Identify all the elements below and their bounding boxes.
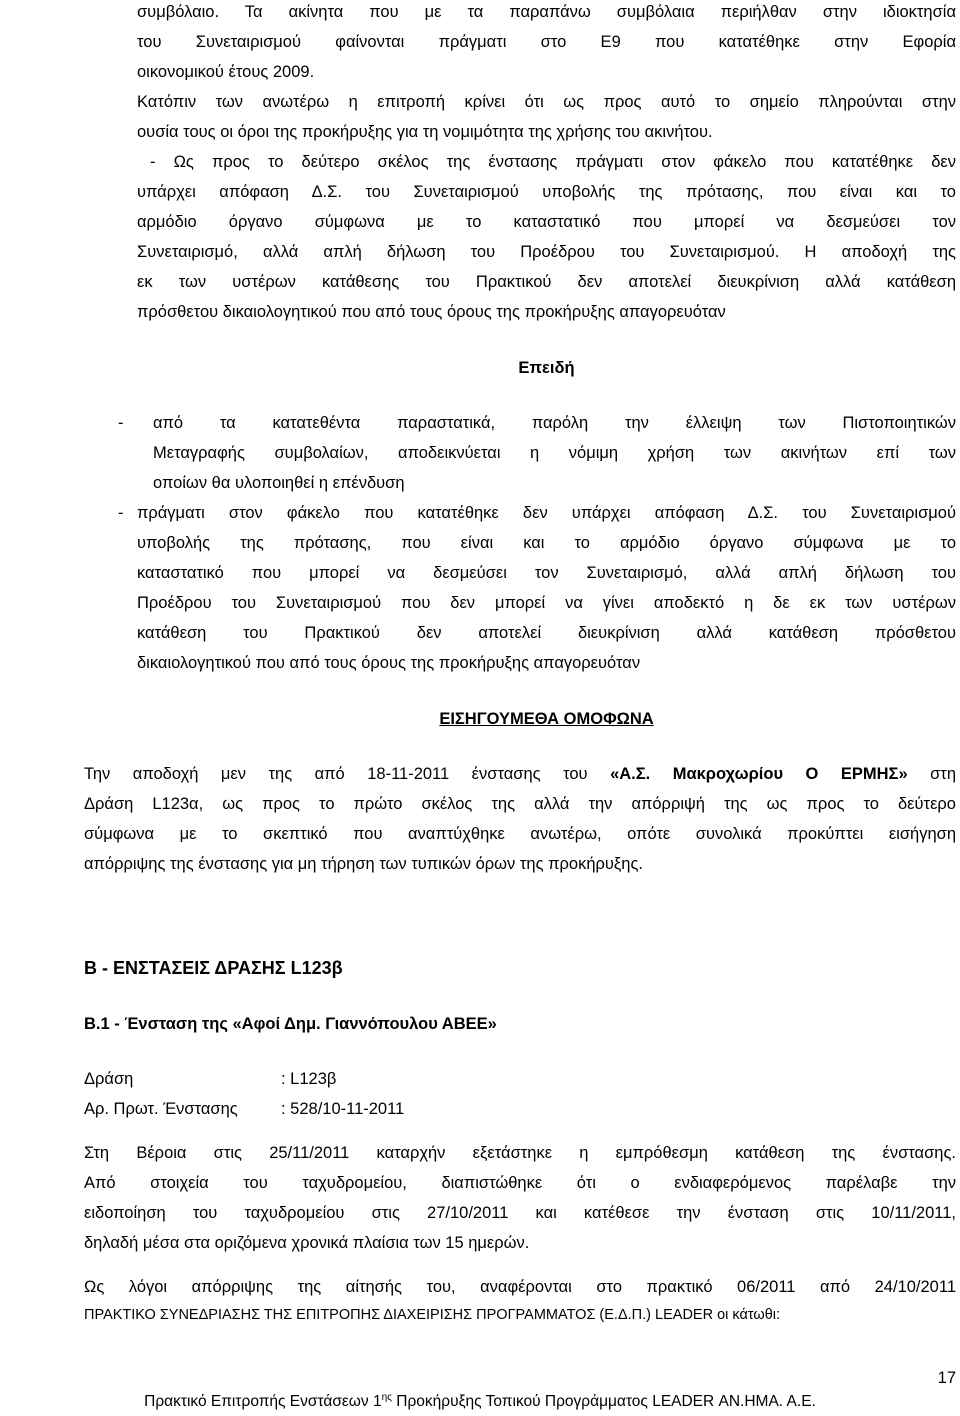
bullet-marker: - bbox=[118, 504, 124, 522]
text-run: στη bbox=[907, 765, 956, 783]
page-number: 17 bbox=[937, 1369, 956, 1387]
text-line: υποβολής της πρότασης, που είναι και το αρμόδιο όργανο σύμφωνα με το bbox=[137, 534, 956, 552]
text-line: κατάθεση του Πρακτικού δεν αποτελεί διευκρίνιση αλλά κατάθεση πρόσθετου bbox=[137, 624, 956, 642]
section-title: Β - ΕΝΣΤΑΣΕΙΣ ΔΡΑΣΗΣ L123β bbox=[84, 958, 343, 978]
text-line: υπάρχει απόφαση Δ.Σ. του Συνεταιρισμού υποβολής της πρότασης, που είναι και το bbox=[137, 183, 956, 201]
objection-title: Β.1 - Ένσταση της «Αφοί Δημ. Γιαννόπουλου ΑΒΕΕ» bbox=[84, 1015, 497, 1033]
field-label: Αρ. Πρωτ. Ένστασης bbox=[84, 1100, 238, 1118]
footer-text: Προκήρυξης Τοπικού Προγράμματος LEADER ΑΝ.ΗΜΑ. Α.Ε. bbox=[391, 1393, 816, 1410]
text-line: Κατόπιν των ανωτέρω η επιτροπή κρίνει ότι ως προς αυτό το σημείο πληρούνται στην bbox=[137, 93, 956, 111]
text-line: αρμόδιο όργανο σύμφωνα με το καταστατικό που μπορεί να δεσμεύσει τον bbox=[137, 213, 956, 231]
text-line: απόρριψης της ένστασης για μη τήρηση των τυπικών όρων της προκήρυξης. bbox=[84, 855, 644, 873]
text-line: Προέδρου του Συνεταιρισμού που δεν μπορεί να γίνει αποδεκτό η δε εκ των υστέρων bbox=[137, 594, 956, 612]
text-line: καταστατικό που μπορεί να δεσμεύσει τον Συνεταιρισμό, αλλά απλή δήλωση του bbox=[137, 564, 956, 582]
footer-superscript: ης bbox=[381, 1391, 392, 1403]
text-line: εκ των υστέρων κατάθεσης του Πρακτικού δεν αποτελεί διευκρίνιση αλλά κατάθεση bbox=[137, 273, 956, 291]
text-line: ουσία τους οι όροι της προκήρυξης για τη νομιμότητα της χρήσης του ακινήτου. bbox=[137, 123, 713, 141]
field-label: Δράση bbox=[84, 1070, 134, 1088]
text-line: του Συνεταιρισμού φαίνονται πράγματι στο Ε9 που κατατέθηκε στην Εφορία bbox=[137, 33, 956, 51]
applicant-name: «Α.Σ. Μακροχωρίου Ο ΕΡΜΗΣ» bbox=[610, 765, 908, 783]
text-line bbox=[84, 764, 956, 786]
text-line: από τα κατατεθέντα παραστατικά, παρόλη την έλλειψη των Πιστοποιητικών bbox=[153, 414, 956, 432]
text-line: οικονομικού έτους 2009. bbox=[137, 63, 315, 81]
field-value: : L123β bbox=[281, 1070, 337, 1088]
text-line: Συνεταιρισμό, αλλά απλή δήλωση του Προέδρου του Συνεταιρισμού. Η αποδοχή της bbox=[137, 243, 956, 261]
footer-text: Πρακτικό Επιτροπής Ενστάσεων 1 bbox=[144, 1393, 382, 1410]
text-line: πρόσθετου δικαιολογητικού που από τους όρους της προκήρυξης απαγορευόταν bbox=[137, 303, 726, 321]
text-line: πράγματι στον φάκελο που κατατέθηκε δεν υπάρχει απόφαση Δ.Σ. του Συνεταιρισμού bbox=[137, 504, 956, 522]
text-line: Από στοιχεία του ταχυδρομείου, διαπιστώθηκε ότι ο ενδιαφερόμενος παρέλαβε την bbox=[84, 1174, 956, 1192]
text-line: ειδοποίηση του ταχυδρομείου στις 27/10/2011 και κατέθεσε την ένσταση στις 10/11/2011, bbox=[84, 1204, 956, 1222]
unanimous-heading: ΕΙΣΗΓΟΥΜΕΘΑ ΟΜΟΦΩΝΑ bbox=[439, 710, 654, 728]
bullet-marker: - bbox=[118, 414, 124, 432]
whereas-heading: Επειδή bbox=[518, 359, 575, 377]
text-line: Δράση L123α, ως προς το πρώτο σκέλος της αλλά την απόρριψή της ως προς το δεύτερο bbox=[84, 795, 956, 813]
page-footer bbox=[0, 1392, 960, 1414]
text-line: σύμφωνα με το σκεπτικό που αναπτύχθηκε ανωτέρω, οπότε συνολικά προκύπτει εισήγηση bbox=[84, 825, 956, 843]
reasons-line: Ως λόγοι απόρριψης της αίτησής του, αναφέρονται στο πρακτικό 06/2011 από 24/10/2011 bbox=[84, 1278, 956, 1296]
text-line: συμβόλαιο. Τα ακίνητα που με τα παραπάνω συμβόλαια περιήλθαν στην ιδιοκτησία bbox=[137, 3, 956, 21]
text-line: δικαιολογητικού που από τους όρους της προκήρυξης απαγορευόταν bbox=[137, 654, 641, 672]
text-line: - Ως προς το δεύτερο σκέλος της ένστασης πράγματι στον φάκελο που κατατέθηκε δεν bbox=[150, 153, 956, 171]
text-line: Μεταγραφής συμβολαίων, αποδεικνύεται η νόμιμη χρήση των ακινήτων επί των bbox=[153, 444, 956, 462]
minutes-line: ΠΡΑΚΤΙΚΟ ΣΥΝΕΔΡΙΑΣΗΣ ΤΗΣ ΕΠΙΤΡΟΠΗΣ ΔΙΑΧΕΙΡΙΣΗΣ ΠΡΟΓΡΑΜΜΑΤΟΣ (Ε.Δ.Π.) LEADER οι κάτωθι: bbox=[84, 1307, 781, 1323]
text-line: Στη Βέροια στις 25/11/2011 καταρχήν εξετάστηκε η εμπρόθεσμη κατάθεση της ένστασης. bbox=[84, 1144, 956, 1162]
field-value: : 528/10-11-2011 bbox=[281, 1100, 405, 1118]
text-line: οποίων θα υλοποιηθεί η επένδυση bbox=[153, 474, 405, 492]
text-line: δηλαδή μέσα στα οριζόμενα χρονικά πλαίσια των 15 ημερών. bbox=[84, 1234, 530, 1252]
text-run: Την αποδοχή μεν της από 18-11-2011 ένστασης του bbox=[84, 765, 611, 783]
